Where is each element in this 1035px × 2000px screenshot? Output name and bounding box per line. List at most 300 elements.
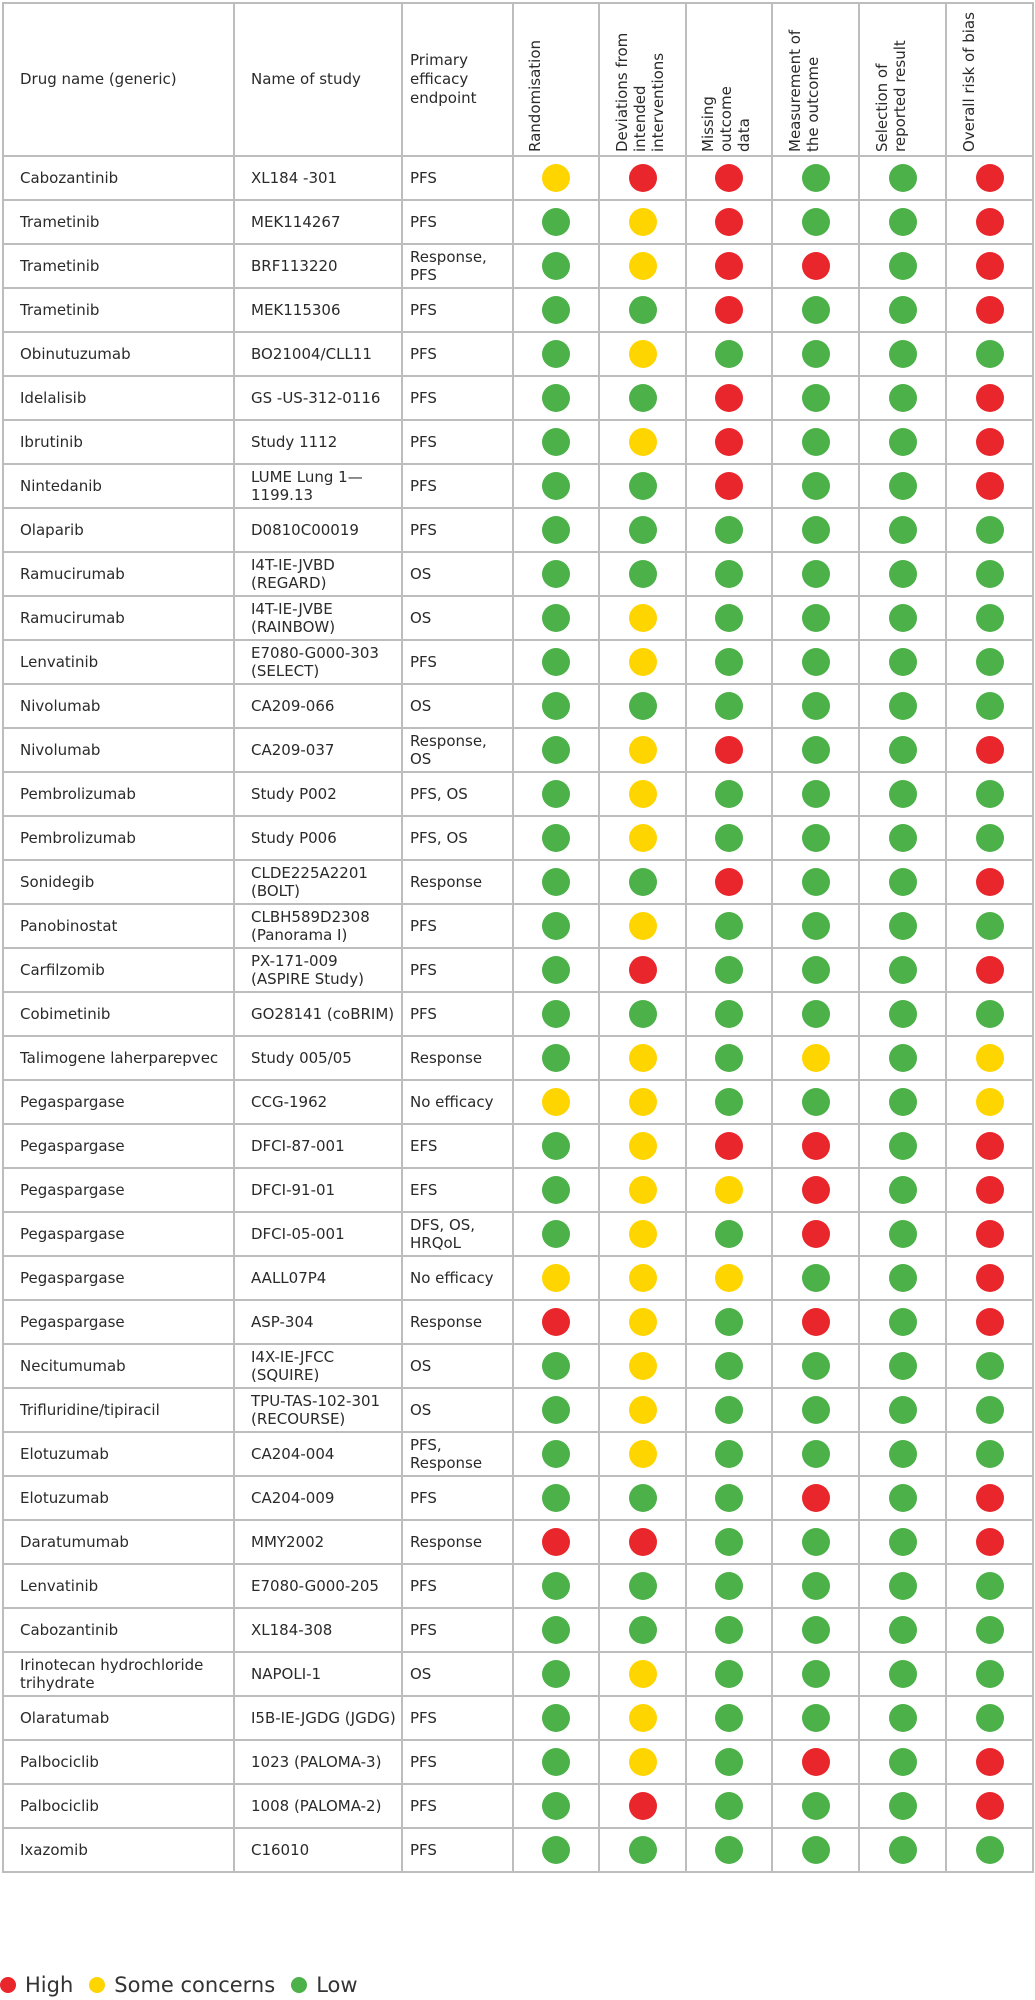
missing-data-judgement-cell: [686, 1036, 772, 1080]
endpoint-cell-text: PFS, OS: [410, 829, 468, 847]
study-name-cell-text: Study 005/05: [251, 1049, 352, 1067]
study-name-cell: [234, 1036, 402, 1080]
drug-name-cell: [3, 1300, 234, 1344]
missing-data-judgement-cell: [686, 1608, 772, 1652]
drug-name-cell-text: Pegaspargase: [20, 1313, 125, 1331]
study-name-cell-text: C16010: [251, 1841, 310, 1859]
risk-high-dot: [715, 384, 743, 412]
measurement-judgement-cell: [772, 1388, 859, 1432]
drug-name-cell-text: Trametinib: [20, 213, 100, 231]
risk-some-dot: [629, 1088, 657, 1116]
risk-low-dot: [715, 1000, 743, 1028]
header-deviations: Deviations from intended interventions: [599, 3, 686, 156]
legend-low-label: Low: [316, 1973, 358, 1997]
overall-judgement-cell: [946, 420, 1033, 464]
risk-low-dot: [889, 824, 917, 852]
risk-low-dot: [802, 780, 830, 808]
legend-item-low: [291, 1973, 357, 1997]
table-row: [3, 772, 1033, 816]
deviations-judgement-cell: [599, 1784, 686, 1828]
measurement-judgement-cell: [772, 1256, 859, 1300]
overall-judgement-cell: [946, 1388, 1033, 1432]
selection-judgement-cell: [859, 596, 946, 640]
drug-name-cell: [3, 1388, 234, 1432]
risk-some-dot: [976, 1088, 1004, 1116]
risk-high-dot: [976, 868, 1004, 896]
risk-low-dot: [976, 824, 1004, 852]
deviations-judgement-cell: [599, 1388, 686, 1432]
risk-low-dot: [976, 1396, 1004, 1424]
endpoint-cell-text: OS: [410, 1401, 432, 1419]
risk-low-dot: [715, 1572, 743, 1600]
risk-low-dot: [542, 1616, 570, 1644]
header-drug: Drug name (generic): [3, 3, 234, 156]
deviations-judgement-cell: [599, 684, 686, 728]
study-name-cell: [234, 244, 402, 288]
endpoint-cell: [402, 464, 513, 508]
table-row: [3, 464, 1033, 508]
endpoint-cell: [402, 156, 513, 200]
measurement-judgement-cell: [772, 1432, 859, 1476]
endpoint-cell-text: EFS: [410, 1137, 438, 1155]
endpoint-cell-text: PFS: [410, 301, 437, 319]
drug-name-cell-text: Ibrutinib: [20, 433, 83, 451]
endpoint-cell: [402, 1564, 513, 1608]
missing-data-judgement-cell: [686, 1256, 772, 1300]
risk-low-dot: [715, 780, 743, 808]
randomisation-judgement-cell: [513, 288, 599, 332]
risk-high-dot: [802, 1220, 830, 1248]
risk-some-dot: [629, 252, 657, 280]
drug-name-cell: [3, 200, 234, 244]
risk-low-dot: [542, 1748, 570, 1776]
measurement-judgement-cell: [772, 1828, 859, 1872]
risk-some-dot: [542, 1088, 570, 1116]
selection-judgement-cell: [859, 640, 946, 684]
deviations-judgement-cell: [599, 1036, 686, 1080]
study-name-cell-text: CA209-066: [251, 697, 335, 715]
drug-name-cell: [3, 904, 234, 948]
randomisation-judgement-cell: [513, 728, 599, 772]
randomisation-judgement-cell: [513, 376, 599, 420]
table-row: [3, 992, 1033, 1036]
risk-high-dot: [976, 1792, 1004, 1820]
endpoint-cell-text: PFS: [410, 1841, 437, 1859]
table-row: [3, 1608, 1033, 1652]
risk-low-dot: [889, 1176, 917, 1204]
overall-judgement-cell: [946, 1652, 1033, 1696]
risk-low-dot: [542, 1792, 570, 1820]
risk-low-dot: [629, 1836, 657, 1864]
endpoint-cell: [402, 1520, 513, 1564]
deviations-judgement-cell: [599, 1608, 686, 1652]
overall-judgement-cell: [946, 1696, 1033, 1740]
drug-name-cell-text: Idelalisib: [20, 389, 87, 407]
risk-low-dot: [629, 384, 657, 412]
risk-low-dot: [889, 1308, 917, 1336]
endpoint-cell-text: PFS: [410, 389, 437, 407]
overall-judgement-cell: [946, 1124, 1033, 1168]
endpoint-cell: [402, 684, 513, 728]
risk-low-dot: [889, 604, 917, 632]
overall-judgement-cell: [946, 244, 1033, 288]
selection-judgement-cell: [859, 420, 946, 464]
risk-low-dot: [802, 912, 830, 940]
risk-high-dot: [542, 1528, 570, 1556]
risk-some-dot: [629, 1308, 657, 1336]
drug-name-cell: [3, 1036, 234, 1080]
risk-some-dot: [629, 1704, 657, 1732]
missing-data-judgement-cell: [686, 464, 772, 508]
drug-name-cell: [3, 816, 234, 860]
endpoint-cell-text: PFS: [410, 1005, 437, 1023]
endpoint-cell-text: PFS: [410, 213, 437, 231]
risk-low-dot: [715, 1528, 743, 1556]
missing-data-judgement-cell: [686, 904, 772, 948]
risk-low-dot: [715, 648, 743, 676]
study-name-cell: [234, 992, 402, 1036]
risk-low-dot: [542, 384, 570, 412]
risk-high-dot: [976, 384, 1004, 412]
randomisation-judgement-cell: [513, 552, 599, 596]
selection-judgement-cell: [859, 464, 946, 508]
selection-judgement-cell: [859, 244, 946, 288]
table-row: [3, 904, 1033, 948]
risk-low-dot: [802, 296, 830, 324]
deviations-judgement-cell: [599, 596, 686, 640]
selection-judgement-cell: [859, 1476, 946, 1520]
study-name-cell: [234, 200, 402, 244]
missing-data-judgement-cell: [686, 244, 772, 288]
endpoint-cell: [402, 1608, 513, 1652]
endpoint-cell: [402, 1124, 513, 1168]
randomisation-judgement-cell: [513, 464, 599, 508]
drug-name-cell: [3, 596, 234, 640]
risk-low-dot: [802, 1440, 830, 1468]
risk-some-dot: [715, 1264, 743, 1292]
randomisation-judgement-cell: [513, 200, 599, 244]
endpoint-cell-text: PFS: [410, 1753, 437, 1771]
table-row: [3, 1652, 1033, 1696]
randomisation-judgement-cell: [513, 816, 599, 860]
risk-some-dot: [629, 1440, 657, 1468]
overall-judgement-cell: [946, 1168, 1033, 1212]
missing-data-judgement-cell: [686, 332, 772, 376]
drug-name-cell: [3, 860, 234, 904]
risk-low-dot: [715, 604, 743, 632]
selection-judgement-cell: [859, 376, 946, 420]
risk-low-dot: [889, 1000, 917, 1028]
drug-name-cell-text: Pegaspargase: [20, 1181, 125, 1199]
selection-judgement-cell: [859, 684, 946, 728]
drug-name-cell-text: Trametinib: [20, 301, 100, 319]
risk-low-dot: [715, 1836, 743, 1864]
study-name-cell: [234, 1212, 402, 1256]
drug-name-cell: [3, 508, 234, 552]
risk-low-dot: [542, 1000, 570, 1028]
endpoint-cell: [402, 508, 513, 552]
study-name-cell-text: DFCI-05-001: [251, 1225, 345, 1243]
overall-judgement-cell: [946, 816, 1033, 860]
measurement-judgement-cell: [772, 1784, 859, 1828]
missing-data-judgement-cell: [686, 1124, 772, 1168]
study-name-cell: [234, 1344, 402, 1388]
selection-judgement-cell: [859, 772, 946, 816]
deviations-judgement-cell: [599, 552, 686, 596]
endpoint-cell-text: DFS, OS, HRQoL: [410, 1216, 476, 1252]
risk-low-dot: [629, 1000, 657, 1028]
drug-name-cell: [3, 1432, 234, 1476]
study-name-cell: [234, 1784, 402, 1828]
risk-high-dot: [629, 1528, 657, 1556]
drug-name-cell-text: Elotuzumab: [20, 1445, 109, 1463]
overall-judgement-cell: [946, 640, 1033, 684]
risk-some-dot: [629, 340, 657, 368]
drug-name-cell: [3, 464, 234, 508]
randomisation-judgement-cell: [513, 1476, 599, 1520]
measurement-judgement-cell: [772, 552, 859, 596]
risk-low-dot: [976, 516, 1004, 544]
risk-low-dot: [542, 1572, 570, 1600]
overall-judgement-cell: [946, 1300, 1033, 1344]
study-name-cell-text: XL184-308: [251, 1621, 333, 1639]
risk-low-dot: [715, 1748, 743, 1776]
table-row: [3, 244, 1033, 288]
risk-high-dot: [976, 736, 1004, 764]
endpoint-cell-text: OS: [410, 1357, 432, 1375]
missing-data-judgement-cell: [686, 1300, 772, 1344]
risk-some-dot: [629, 648, 657, 676]
risk-low-dot: [802, 1088, 830, 1116]
endpoint-cell: [402, 1652, 513, 1696]
risk-some-dot: [629, 912, 657, 940]
deviations-judgement-cell: [599, 860, 686, 904]
selection-judgement-cell: [859, 904, 946, 948]
table-row: [3, 1080, 1033, 1124]
header-selection: Selection of reported result: [859, 3, 946, 156]
overall-judgement-cell: [946, 948, 1033, 992]
endpoint-cell: [402, 1432, 513, 1476]
measurement-judgement-cell: [772, 156, 859, 200]
risk-low-dot: [542, 648, 570, 676]
risk-low-dot: [542, 692, 570, 720]
measurement-judgement-cell: [772, 728, 859, 772]
risk-low-dot: [715, 1044, 743, 1072]
risk-low-dot: [802, 428, 830, 456]
study-name-cell: [234, 684, 402, 728]
missing-data-judgement-cell: [686, 1740, 772, 1784]
risk-low-dot: [715, 956, 743, 984]
deviations-judgement-cell: [599, 1696, 686, 1740]
overall-judgement-cell: [946, 1520, 1033, 1564]
risk-low-dot: [542, 956, 570, 984]
study-name-cell: [234, 1740, 402, 1784]
drug-name-cell: [3, 376, 234, 420]
risk-low-dot: [542, 912, 570, 940]
risk-low-dot: [889, 252, 917, 280]
risk-high-dot: [715, 1132, 743, 1160]
risk-some-dot: [629, 1660, 657, 1688]
risk-high-dot: [802, 1748, 830, 1776]
risk-low-dot: [802, 736, 830, 764]
endpoint-cell-text: OS: [410, 697, 432, 715]
risk-some-dot: [802, 1044, 830, 1072]
selection-judgement-cell: [859, 1212, 946, 1256]
table-row: [3, 332, 1033, 376]
randomisation-judgement-cell: [513, 1520, 599, 1564]
risk-low-dot: [889, 1264, 917, 1292]
randomisation-judgement-cell: [513, 508, 599, 552]
drug-name-cell-text: Trifluridine/tipiracil: [20, 1401, 160, 1419]
drug-name-cell-text: Irinotecan hydrochloride trihydrate: [20, 1656, 204, 1692]
randomisation-judgement-cell: [513, 1080, 599, 1124]
risk-high-dot: [976, 252, 1004, 280]
overall-judgement-cell: [946, 464, 1033, 508]
risk-low-dot: [889, 516, 917, 544]
study-name-cell: [234, 1300, 402, 1344]
drug-name-cell: [3, 288, 234, 332]
randomisation-judgement-cell: [513, 1652, 599, 1696]
endpoint-cell: [402, 904, 513, 948]
table-row: [3, 1564, 1033, 1608]
risk-high-dot: [976, 956, 1004, 984]
study-name-cell-text: BO21004/CLL11: [251, 345, 372, 363]
table-row: [3, 948, 1033, 992]
drug-name-cell-text: Talimogene laherparepvec: [20, 1049, 219, 1067]
study-name-cell: [234, 1828, 402, 1872]
table-row: [3, 1784, 1033, 1828]
risk-low-dot: [889, 560, 917, 588]
table-row: [3, 640, 1033, 684]
study-name-cell-text: LUME Lung 1—1199.13: [251, 468, 363, 504]
risk-low-dot: [889, 1132, 917, 1160]
risk-high-dot: [715, 868, 743, 896]
study-name-cell-text: CA204-004: [251, 1445, 335, 1463]
randomisation-judgement-cell: [513, 1168, 599, 1212]
table-row: [3, 200, 1033, 244]
study-name-cell-text: CLBH589D2308 (Panorama I): [251, 908, 370, 944]
risk-high-dot: [976, 1176, 1004, 1204]
risk-low-dot: [542, 1044, 570, 1072]
risk-low-dot: [715, 1220, 743, 1248]
drug-name-cell-text: Daratumumab: [20, 1533, 129, 1551]
risk-low-dot: [542, 736, 570, 764]
risk-low-dot: [889, 868, 917, 896]
drug-name-cell: [3, 1740, 234, 1784]
missing-data-judgement-cell: [686, 948, 772, 992]
deviations-judgement-cell: [599, 1432, 686, 1476]
risk-low-dot: [802, 340, 830, 368]
deviations-judgement-cell: [599, 1564, 686, 1608]
risk-low-dot: [542, 340, 570, 368]
risk-low-dot: [542, 1440, 570, 1468]
measurement-judgement-cell: [772, 1300, 859, 1344]
endpoint-cell: [402, 772, 513, 816]
risk-low-dot: [542, 1220, 570, 1248]
risk-some-dot: [715, 1176, 743, 1204]
deviations-judgement-cell: [599, 1740, 686, 1784]
drug-name-cell-text: Cabozantinib: [20, 1621, 119, 1639]
risk-high-dot: [715, 428, 743, 456]
risk-low-dot: [542, 1484, 570, 1512]
missing-data-judgement-cell: [686, 1828, 772, 1872]
endpoint-cell: [402, 1036, 513, 1080]
drug-name-cell-text: Necitumumab: [20, 1357, 126, 1375]
risk-low-dot: [715, 692, 743, 720]
study-name-cell-text: NAPOLI-1: [251, 1665, 322, 1683]
overall-judgement-cell: [946, 376, 1033, 420]
risk-low-dot: [629, 472, 657, 500]
drug-name-cell: [3, 1080, 234, 1124]
endpoint-cell: [402, 552, 513, 596]
selection-judgement-cell: [859, 1652, 946, 1696]
risk-high-dot: [715, 736, 743, 764]
selection-judgement-cell: [859, 816, 946, 860]
deviations-judgement-cell: [599, 1124, 686, 1168]
endpoint-cell-text: PFS: [410, 433, 437, 451]
risk-low-dot: [542, 824, 570, 852]
drug-name-cell: [3, 1784, 234, 1828]
study-name-cell: [234, 904, 402, 948]
drug-name-cell-text: Lenvatinib: [20, 653, 99, 671]
drug-name-cell-text: Cabozantinib: [20, 169, 119, 187]
risk-low-dot: [715, 516, 743, 544]
selection-judgement-cell: [859, 200, 946, 244]
randomisation-judgement-cell: [513, 1036, 599, 1080]
risk-low-dot: [976, 1000, 1004, 1028]
risk-low-dot: [802, 384, 830, 412]
deviations-judgement-cell: [599, 1344, 686, 1388]
risk-high-dot: [629, 164, 657, 192]
randomisation-judgement-cell: [513, 1124, 599, 1168]
randomisation-judgement-cell: [513, 948, 599, 992]
risk-low-dot: [715, 824, 743, 852]
measurement-judgement-cell: [772, 1212, 859, 1256]
risk-low-dot: [889, 1220, 917, 1248]
table-row: [3, 1212, 1033, 1256]
study-name-cell: [234, 464, 402, 508]
drug-name-cell: [3, 1652, 234, 1696]
study-name-cell-text: CA209-037: [251, 741, 335, 759]
study-name-cell: [234, 1168, 402, 1212]
header-randomisation: Randomisation: [513, 3, 599, 156]
risk-low-dot: [889, 648, 917, 676]
legend-item-high: [0, 1973, 73, 1997]
risk-low-dot: [542, 1704, 570, 1732]
risk-some-dot: [629, 428, 657, 456]
risk-low-dot: [976, 1836, 1004, 1864]
randomisation-judgement-cell: [513, 904, 599, 948]
study-name-cell-text: GO28141 (coBRIM): [251, 1005, 395, 1023]
missing-data-judgement-cell: [686, 1564, 772, 1608]
table-row: [3, 552, 1033, 596]
selection-judgement-cell: [859, 1828, 946, 1872]
endpoint-cell: [402, 1300, 513, 1344]
missing-data-judgement-cell: [686, 992, 772, 1036]
legend-high-dot: [0, 1977, 16, 1993]
selection-judgement-cell: [859, 1344, 946, 1388]
drug-name-cell-text: Carfilzomib: [20, 961, 105, 979]
measurement-judgement-cell: [772, 1564, 859, 1608]
drug-name-cell: [3, 1564, 234, 1608]
risk-high-dot: [976, 1308, 1004, 1336]
endpoint-cell: [402, 1388, 513, 1432]
endpoint-cell-text: Response: [410, 873, 483, 891]
study-name-cell: [234, 1608, 402, 1652]
deviations-judgement-cell: [599, 508, 686, 552]
risk-low-dot: [542, 1660, 570, 1688]
risk-low-dot: [889, 1792, 917, 1820]
